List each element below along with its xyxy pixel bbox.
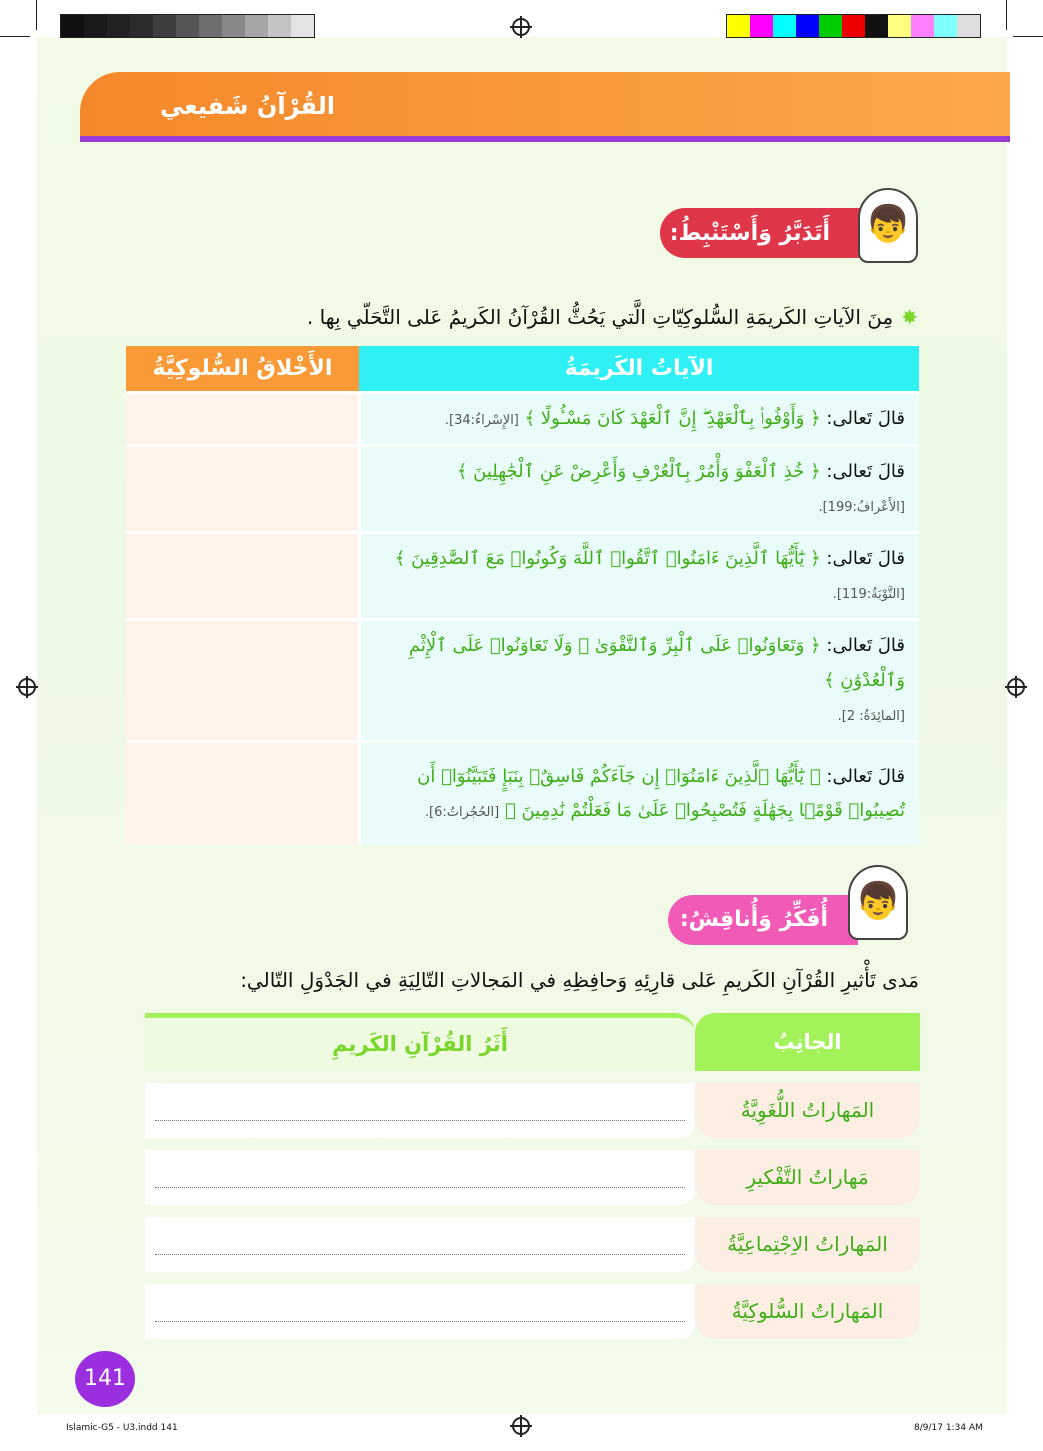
- intro-text: مِنَ الآياتِ الكَريمَةِ السُّلوكِيّاتِ الَّتي يَحُثُّ القُرْآنُ الكَريمُ عَلى التَّحَلّي بِها .: [306, 305, 894, 329]
- verses-table: [126, 346, 919, 845]
- answer-line[interactable]: [145, 1150, 695, 1205]
- verse-reference: [المائِدَةُ: 2].: [837, 708, 905, 724]
- table-row: [126, 392, 919, 445]
- registration-mark-icon: [1007, 678, 1025, 696]
- say-label: قالَ تَعالى:: [826, 635, 905, 657]
- main-content: [66, 346, 983, 1441]
- footer-file: Islamic-G5 - U3.indd 141: [66, 1422, 178, 1433]
- crop-mark: [36, 0, 37, 30]
- table-row: [145, 1083, 920, 1138]
- header-verses: الآياتُ الكَريمَةُ: [359, 346, 919, 392]
- verse-text: ﴿ وَأَوْفُوا۟ بِٱلْعَهْدِ ۖ إِنَّ ٱلْعَهْدَ كَانَ مَسْـُٔولًا ﴾: [524, 407, 821, 429]
- page-bottom: [66, 1351, 983, 1441]
- table-row: [126, 445, 919, 532]
- registration-mark-icon: [512, 18, 530, 36]
- table-row: [145, 1284, 920, 1339]
- section-title-think: أُفَكِّرُ وَأُناقِشُ:: [668, 895, 858, 945]
- aspect-label: مَهاراتُ التَّفْكيرِ: [695, 1150, 920, 1205]
- answer-line[interactable]: [145, 1217, 695, 1272]
- table-row: [145, 1217, 920, 1272]
- answer-line[interactable]: [145, 1284, 695, 1339]
- crop-mark: [0, 36, 30, 37]
- table-row: [126, 742, 919, 845]
- verse-text: ﴿ يَٰٓأَيُّهَا ٱلَّذِينَ ءَامَنُوا۟ ٱتَّقُوا۟ ٱللَّهَ وَكُونُوا۟ مَعَ ٱلصَّٰدِقِينَ ﴾: [394, 548, 821, 570]
- aspects-table: [145, 1001, 920, 1351]
- say-label: قالَ تَعالى:: [826, 548, 905, 570]
- section2-intro: مَدى تَأْثيرِ القُرْآنِ الكَريمِ عَلى قارِئِهِ وَحافِظِهِ في المَجالاتِ التّالِيَةِ في الجَدْوَلِ التّالي:: [240, 967, 919, 992]
- boy-avatar-icon: 👦: [858, 188, 918, 263]
- answer-cell[interactable]: [126, 392, 359, 445]
- verse-reference: [التَّوْبَةُ:119].: [832, 587, 905, 603]
- answer-cell[interactable]: [126, 533, 359, 620]
- section-title-reflect: أَتَدَبَّرُ وَأَسْتَنْبِطُ:: [660, 208, 860, 258]
- header-aspect: الجانِبُ: [695, 1013, 920, 1071]
- aspect-label: المَهاراتُ الاِجْتِماعِيَّةُ: [695, 1217, 920, 1272]
- footer-date: 8/9/17 1:34 AM: [914, 1422, 983, 1433]
- answer-cell[interactable]: [126, 620, 359, 742]
- header-effect: أَثَرُ القُرْآنِ الكَريمِ: [145, 1013, 695, 1071]
- answer-cell[interactable]: [126, 445, 359, 532]
- registration-mark-icon: [512, 1417, 530, 1435]
- table-row: [145, 1150, 920, 1205]
- verse-reference: [الحُجُراتُ:6].: [424, 804, 500, 820]
- say-label: قالَ تَعالى:: [826, 460, 905, 482]
- verse-reference: [الإِسْراءُ:34].: [444, 412, 519, 428]
- bullet-icon: ✸: [901, 305, 918, 329]
- aspect-label: المَهاراتُ اللُّغَوِيَّةُ: [695, 1083, 920, 1138]
- color-bar: [726, 14, 981, 38]
- section1-intro: [118, 302, 918, 332]
- registration-mark-icon: [18, 678, 36, 696]
- table-row: [126, 620, 919, 742]
- say-label: قالَ تَعالى:: [826, 765, 905, 787]
- page-number: 141: [75, 1351, 135, 1407]
- answer-cell[interactable]: [126, 742, 359, 845]
- section2-header: [126, 859, 919, 959]
- verse-text: ﴿ وَتَعَاوَنُوا۟ عَلَى ٱلْبِرِّ وَٱلتَّقْوَىٰ ۖ وَلَا تَعَاوَنُوا۟ عَلَى ٱلْإِثْمِ وَٱلْعُدْوَٰنِ ﴾: [408, 635, 905, 691]
- grayscale-bar: [60, 14, 315, 38]
- answer-line[interactable]: [145, 1083, 695, 1138]
- aspect-label: المَهاراتُ السُّلوكِيَّةُ: [695, 1284, 920, 1339]
- page-title: القُرْآنُ شَفيعي: [160, 92, 336, 120]
- verse-text: ﴿ خُذِ ٱلْعَفْوَ وَأْمُرْ بِٱلْعُرْفِ وَأَعْرِضْ عَنِ ٱلْجَٰهِلِينَ ﴾: [456, 460, 821, 482]
- table-row: [126, 533, 919, 620]
- verse-text: ﴿ يَٰٓأَيُّهَا ٱلَّذِينَ ءَامَنُوٓا۟ إِن جَآءَكُمْ فَاسِقٌۢ بِنَبَإٍ فَتَبَيَّنُوٓا۟ أَن تُصِيبُوا۟ قَوْمًۢا بِجَهَٰلَةٍ فَتُصْبِحُوا۟ عَلَىٰ مَا فَعَلْتُمْ نَٰدِمِينَ ﴾: [417, 765, 905, 821]
- crop-mark: [1006, 0, 1007, 30]
- say-label: قالَ تَعالى:: [826, 407, 905, 429]
- crop-mark: [1013, 36, 1043, 37]
- verse-reference: [الأَعْرافُ:199].: [818, 499, 905, 515]
- boy-avatar-icon: 👦: [848, 865, 908, 940]
- header-morals: الأَخْلاقُ السُّلوكِيَّةُ: [126, 346, 359, 392]
